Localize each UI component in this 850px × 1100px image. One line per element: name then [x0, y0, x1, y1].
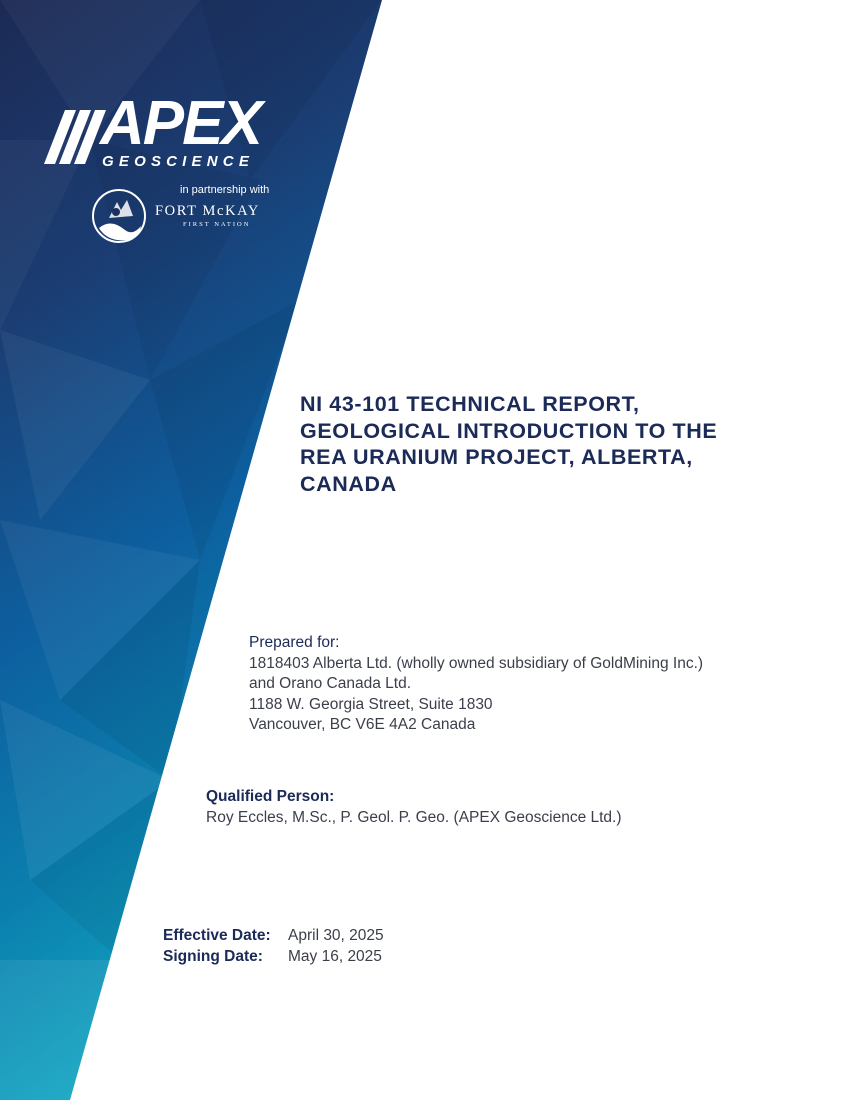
prepared-for-line: and Orano Canada Ltd. — [249, 675, 412, 692]
title-line: GEOLOGICAL INTRODUCTION TO THE — [300, 418, 718, 443]
qualified-person-block — [206, 787, 622, 828]
signing-date-row — [163, 947, 384, 968]
prepared-for-line: 1188 W. Georgia Street, Suite 1830 — [249, 695, 493, 713]
fort-mckay-seal-icon — [91, 188, 147, 244]
partnership-text: in partnership with — [180, 184, 270, 196]
title-line: REA URANIUM PROJECT, ALBERTA, — [300, 445, 693, 469]
apex-wordmark: APEX — [100, 89, 261, 158]
title-line: CANADA — [300, 471, 397, 496]
geoscience-wordmark: GEOSCIENCE — [102, 153, 255, 168]
signing-date-label: Signing Date: — [163, 947, 263, 965]
first-nation-subtitle: FIRST NATION — [183, 221, 251, 228]
effective-date-value: April 30, 2025 — [288, 927, 384, 944]
apex-geoscience-logo — [40, 88, 290, 168]
fort-mckay-name: FORT McKAY — [155, 203, 260, 219]
report-title — [300, 391, 770, 497]
prepared-for-line: 1818403 Alberta Ltd. (wholly owned subsidiary of GoldMining Inc.) — [249, 654, 704, 672]
title-line: NI 43-101 TECHNICAL REPORT, — [300, 392, 640, 416]
effective-date-label: Effective Date: — [163, 927, 271, 944]
signing-date-value: May 16, 2025 — [288, 947, 382, 965]
prepared-for-label: Prepared for: — [249, 634, 340, 651]
qualified-person-label: Qualified Person: — [206, 788, 335, 805]
prepared-for-line: Vancouver, BC V6E 4A2 Canada — [249, 716, 476, 733]
dates-block — [163, 926, 384, 967]
qualified-person-value: Roy Eccles, M.Sc., P. Geol. P. Geo. (APEX Geoscience Ltd.) — [206, 808, 622, 826]
prepared-for-block — [249, 633, 703, 736]
effective-date-row — [163, 926, 384, 947]
